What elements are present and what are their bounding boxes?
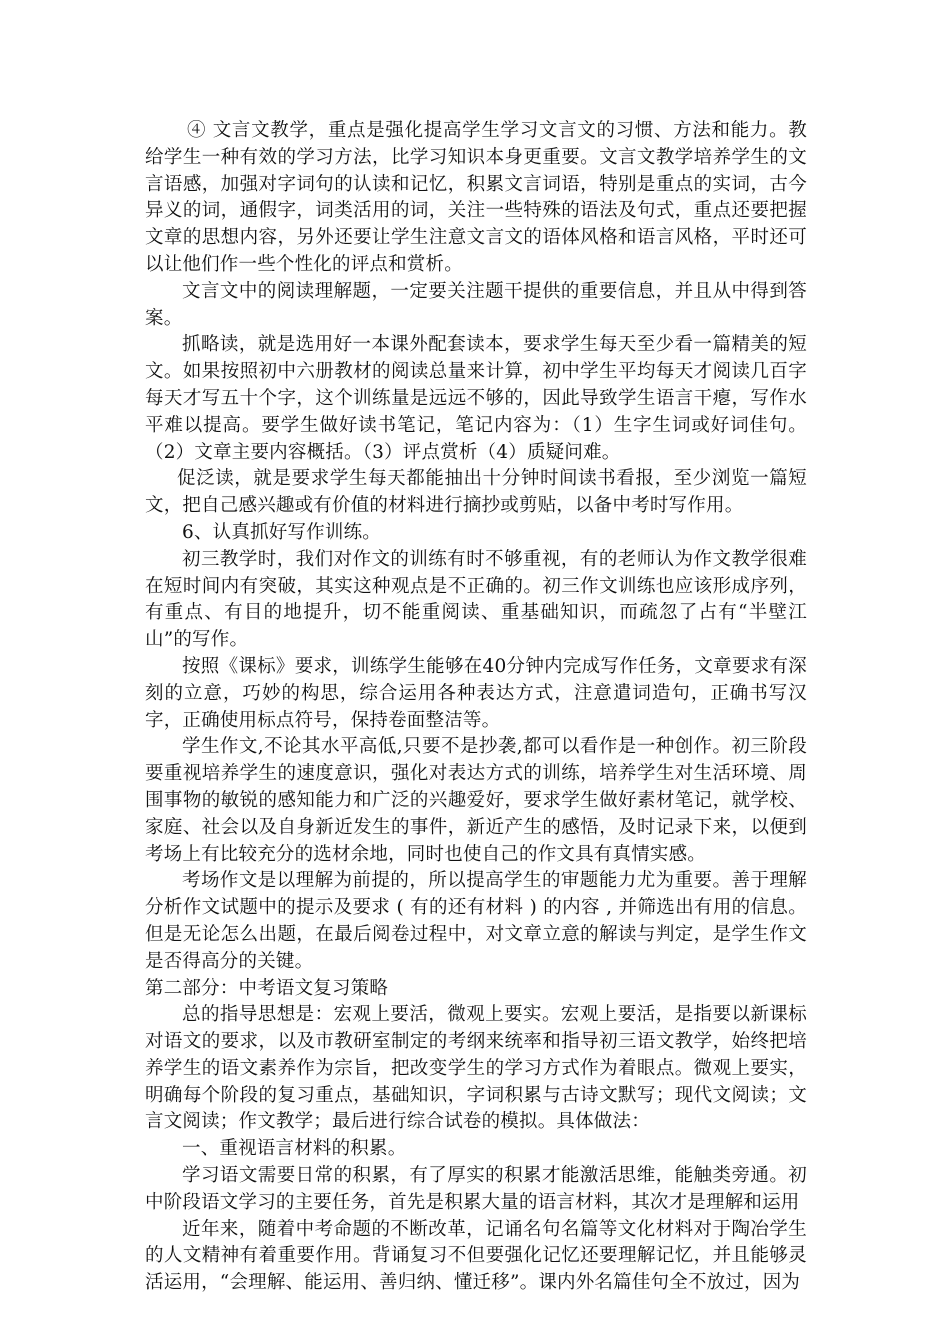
paragraph-extensive-reading: 促泛读，就是要求学生每天都能抽出十分钟时间读书看报，至少浏览一篇短文，把自己感兴趣或有价值的材料进行摘抄或剪贴，以备中考时写作用。 [145,468,807,517]
paragraph-skim-reading: 抓略读，就是选用好一本课外配套读本，要求学生每天至少看一篇精美的短文。如果按照初中六册教材的阅读总量来计算，初中学生平均每天才阅读几百字每天才写五十个字，这个训练量是远远不够的，因此导致学生语言干瘪，写作水平难以提高。要学生做好读书笔记，笔记内容为：（1）生字生词或好词佳句。（2）文章主要内容概括。（3）评点赏析（4）质疑问难。 [145,334,807,463]
section-heading-language-accumulation: 一、重视语言材料的积累。 [182,1138,407,1160]
paragraph-guiding-idea: 总的指导思想是：宏观上要活，微观上要实。宏观上要活，是指要以新课标对语文的要求，以及市教研室制定的考纲来统率和指导初三语文教学，始终把培养学生的语文素养作为宗旨，把改变学生的学习方式作为着眼点。微观上要实，明确每个阶段的复习重点，基础知识，字词积累与古诗文默写；现代文阅读；文言文阅读；作文教学；最后进行综合试卷的模拟。具体做法： [145,1004,807,1133]
paragraph-recitation-review: 近年来，随着中考命题的不断改革，记诵名句名篇等文化材料对于陶冶学生的人文精神有着重要作用。背诵复习不但要强化记忆还要理解记忆，并且能够灵活运用，“会理解、能运用、善归纳、懂迁移”。课内外名篇佳句全不放过，因为 [145,1218,807,1294]
section-heading-part-two: 第二部分：中考语文复习策略 [145,977,389,999]
paragraph-reading-comprehension: 文言文中的阅读理解题，一定要关注题干提供的重要信息，并且从中得到答案。 [145,280,807,329]
section-heading-writing-training: 6、认真抓好写作训练。 [182,521,381,543]
paragraph-curriculum-standard: 按照《课标》要求，训练学生能够在40分钟内完成写作任务，文章要求有深刻的立意，巧妙的构思，综合运用各种表达方式，注意遣词造句，正确书写汉字，正确使用标点符号，保持卷面整洁等。 [145,655,807,731]
paragraph-exam-composition: 考场作文是以理解为前提的，所以提高学生的审题能力尤为重要。善于理解分析作文试题中的提示及要求 ( 有的还有材料 ) 的内容 , 并筛选出有用的信息。但是无论怎么出题，在最后阅卷过程中，对文章立意的解读与判定，是学生作文是否得高分的关键。 [145,870,807,972]
paragraph-daily-accumulation: 学习语文需要日常的积累，有了厚实的积累才能激活思维，能触类旁通。初中阶段语文学习的主要任务，首先是积累大量的语言材料，其次才是理解和运用 [145,1165,807,1213]
paragraph-classical-chinese-teaching: ④ 文言文教学，重点是强化提高学生学习文言文的习惯、方法和能力。教给学生一种有效的学习方法，比学习知识本身更重要。文言文教学培养学生的文言语感，加强对字词句的认读和记忆，积累文言词语，特别是重点的实词，古今异义的词，通假字，词类活用的词，关注一些特殊的语法及句式，重点还要把握文章的思想内容，另外还要让学生注意文言文的语体风格和语言风格，平时还可以让他们作一些个性化的评点和赏析。 [145,120,807,275]
document-page [145,118,807,1297]
paragraph-writing-training: 初三教学时，我们对作文的训练有时不够重视，有的老师认为作文教学很难在短时间内有突破，其实这种观点是不正确的。初三作文训练也应该形成序列，有重点、有目的地提升，切不能重阅读、重基础知识，而疏忽了占有“半壁江山”的写作。 [145,548,807,651]
paragraph-student-composition: 学生作文,不论其水平高低,只要不是抄袭,都可以看作是一种创作。初三阶段要重视培养学生的速度意识，强化对表达方式的训练，培养学生对生活环境、周围事物的敏锐的感知能力和广泛的兴趣爱好，要求学生做好素材笔记，就学校、家庭、社会以及自身新近发生的事件，新近产生的感悟，及时记录下来，以便到考场上有比较充分的选材余地，同时也使自己的作文具有真情实感。 [145,736,807,865]
